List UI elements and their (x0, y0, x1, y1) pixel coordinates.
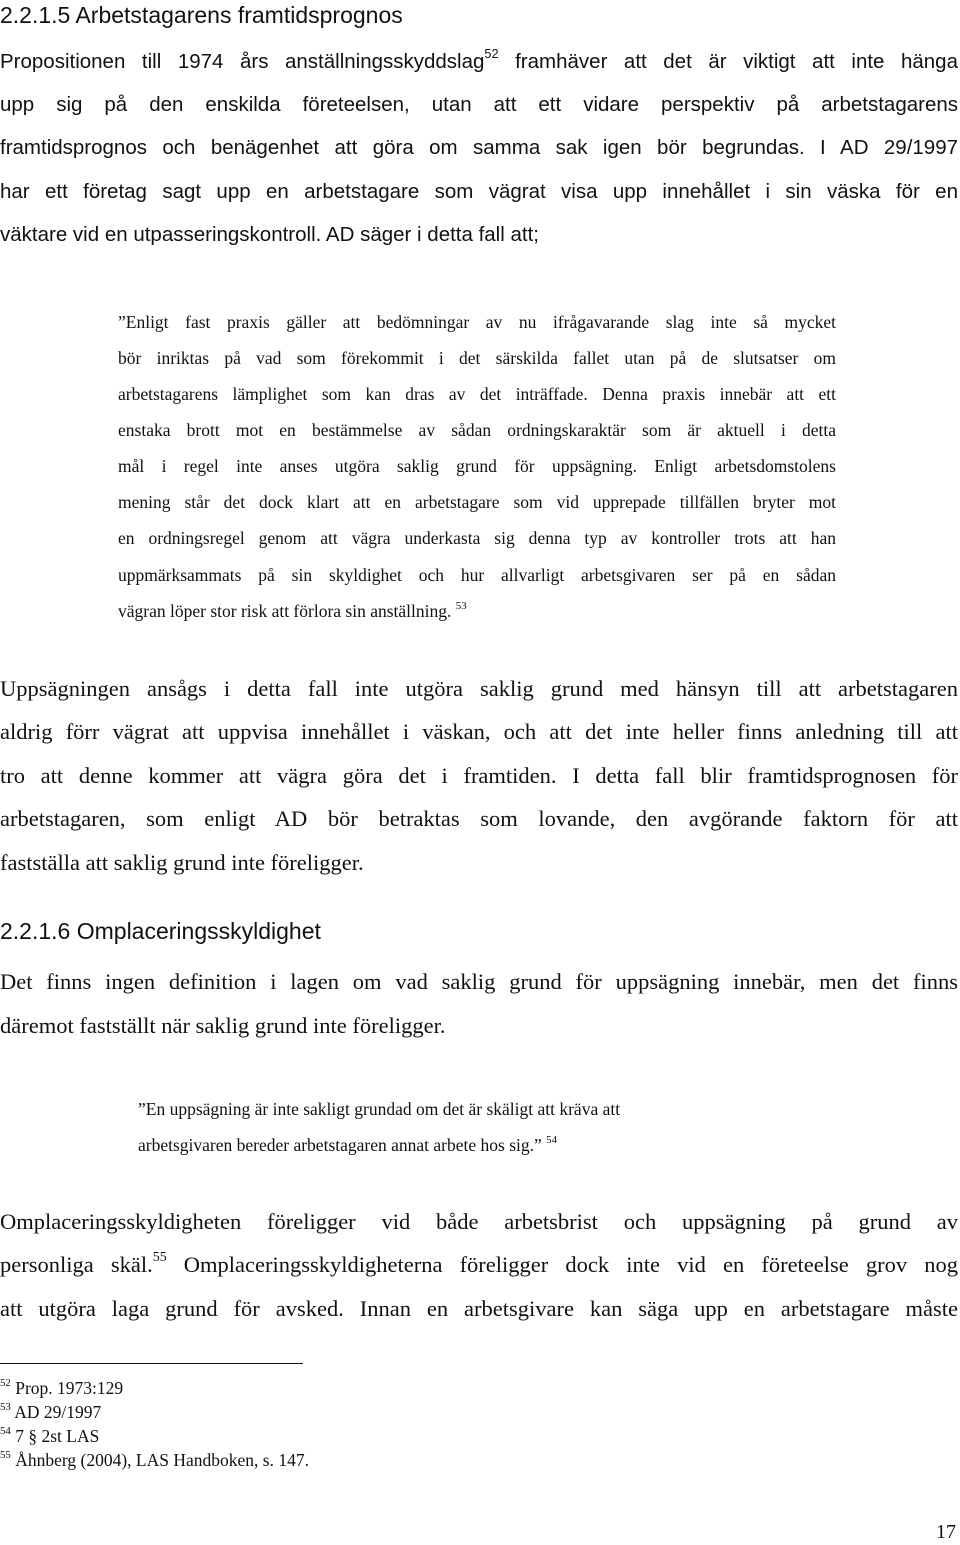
quote-line: arbetsgivaren bereder arbetstagaren annat arbete hos sig.” $^{54}$ (138, 1133, 557, 1155)
quote-line: ”En uppsägning är inte sakligt grundad om det är skäligt att kräva att (138, 1099, 621, 1119)
section-heading-omplaceringsskyldighet: 2.2.1.6 Omplaceringsskyldighet (0, 918, 321, 944)
paragraph-line: har ett företag sagt upp en arbetstagare som vägrat visa upp innehållet i sin väska för en (0, 180, 958, 203)
paragraph-line: Propositionen till 1974 års anställningsskyddslag$^{52}$ framhäver att det är viktigt att inte hänga (0, 46, 958, 73)
footnote-ref: 55 (152, 1250, 167, 1266)
paragraph-line: personliga skäl.$^{55}$ Omplaceringsskyldigheterna föreligger dock inte vid en företeelse grov nog (0, 1250, 958, 1277)
quote-line: uppmärksammats på sin skyldighet och hur allvarligt arbetsgivaren ser på en sådan (118, 565, 836, 585)
footnote-ref: 53 (455, 599, 467, 612)
footnote: $^{55}$ Åhnberg (2004), LAS Handboken, s. 147. (0, 1448, 309, 1470)
paragraph-line: aldrig förr vägrat att uppvisa innehållet i väskan, och att det inte heller finns anledning till att (0, 719, 958, 744)
quote-line: en ordningsregel genom att vägra underkasta sig denna typ av kontroller trots att han (118, 528, 836, 548)
quote-line: vägran löper stor risk att förlora sin anställning. $^{53}$ (118, 599, 467, 621)
footnote: $^{53}$ AD 29/1997 (0, 1400, 102, 1422)
paragraph-line: arbetstagaren, som enligt AD bör betraktas som lovande, den avgörande faktorn för att (0, 806, 958, 831)
quote-line: enstaka brott mot en bestämmelse av sådan ordningskaraktär som är aktuell i detta (118, 420, 836, 440)
quote-line: bör inriktas på vad som förekommit i det särskilda fallet utan på de slutsatser om (118, 348, 836, 368)
footnote-ref: 52 (484, 46, 499, 62)
paragraph-line: däremot fastställt när saklig grund inte föreligger. (0, 1013, 446, 1038)
quote-line: mål i regel inte anses utgöra saklig grund för uppsägning. Enligt arbetsdomstolens (118, 456, 836, 476)
paragraph-line: Omplaceringsskyldigheten föreligger vid både arbetsbrist och uppsägning på grund av (0, 1209, 958, 1234)
quote-line: ”Enligt fast praxis gäller att bedömningar av nu ifrågavarande slag inte så mycket (118, 312, 836, 332)
footnote: $^{54}$ 7 § 2st LAS (0, 1424, 100, 1446)
paragraph-line: tro att denne kommer att vägra göra det i framtiden. I detta fall blir framtidsprognosen för (0, 763, 958, 788)
paragraph-line: upp sig på den enskilda företeelsen, utan att ett vidare perspektiv på arbetstagarens (0, 93, 958, 116)
quote-line: arbetstagarens lämplighet som kan dras av det inträffade. Denna praxis innebär att ett (118, 384, 836, 404)
footnote-separator (0, 1363, 303, 1364)
paragraph-line: att utgöra laga grund för avsked. Innan en arbetsgivare kan säga upp en arbetstagare måste (0, 1296, 958, 1321)
footnote: $^{52}$ Prop. 1973:129 (0, 1376, 124, 1398)
paragraph-line: fastställa att saklig grund inte föreligger. (0, 850, 364, 875)
paragraph-line: Uppsägningen ansågs i detta fall inte utgöra saklig grund med hänsyn till att arbetstagaren (0, 676, 958, 701)
paragraph-line: väktare vid en utpasseringskontroll. AD säger i detta fall att; (0, 223, 539, 246)
quote-line: mening står det dock klart att en arbetstagare som vid upprepade tillfällen bryter mot (118, 492, 836, 512)
footnote-ref: 54 (546, 1133, 557, 1146)
paragraph-line: Det finns ingen definition i lagen om vad saklig grund för uppsägning innebär, men det finns (0, 969, 958, 994)
section-heading-framtidsprognos: 2.2.1.5 Arbetstagarens framtidsprognos (0, 2, 403, 28)
page-number: 17 (936, 1521, 956, 1543)
paragraph-line: framtidsprognos och benägenhet att göra om samma sak igen bör begrundas. I AD 29/1997 (0, 136, 958, 159)
